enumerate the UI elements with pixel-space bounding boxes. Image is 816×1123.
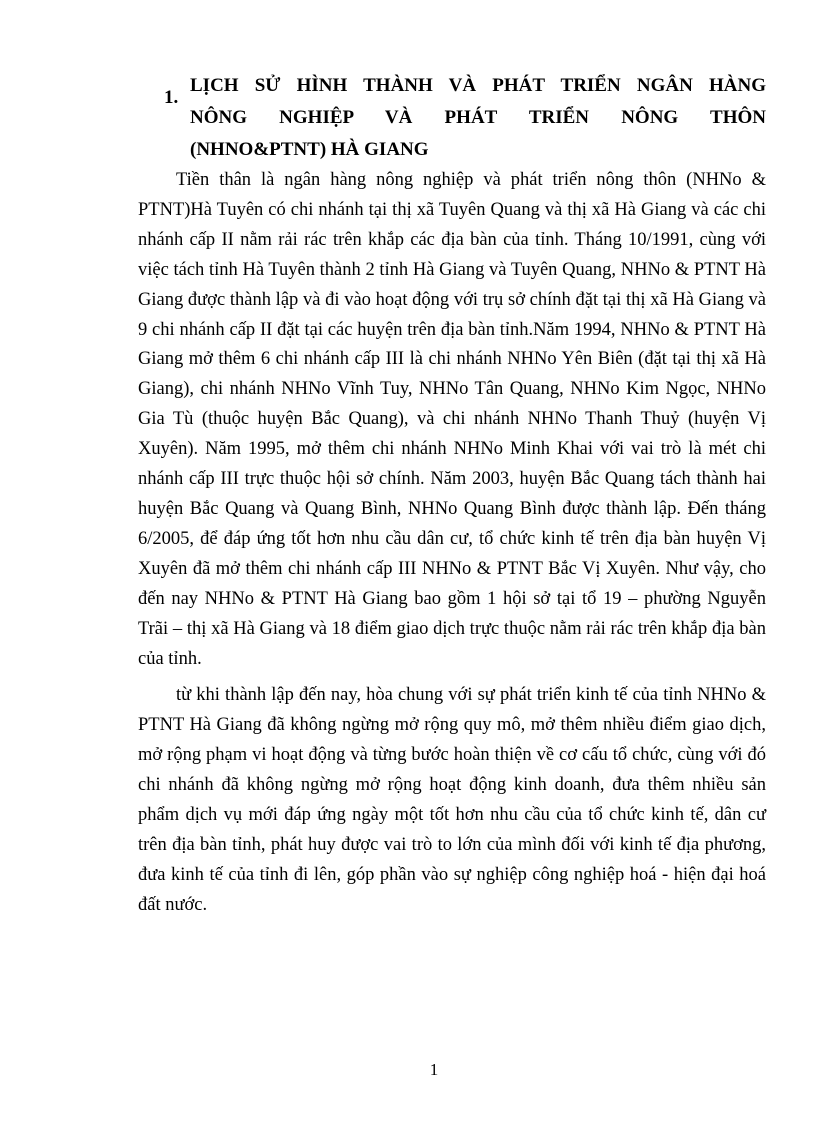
heading-number: 1. [164, 87, 179, 108]
document-page [138, 70, 766, 921]
heading-title [190, 70, 766, 166]
paragraph-development: từ khi thành lập đến nay, hòa chung với sự phát triển kinh tế của tỉnh NHNo & PTNT Hà Giang đã không ngừng mở rộng quy mô, mở thêm nhiều điểm giao dịch, mở rộng phạm vi hoạt động và từng bước hoàn thiện về cơ cấu tổ chức, cùng với đó chi nhánh đã không ngừng mở rộng hoạt động kinh doanh, đưa thêm nhiều sản phẩm dịch vụ mới đáp ứng ngày một tốt hơn nhu cầu của tổ chức kinh tế, dân cư trên địa bàn tỉnh, phát huy được vai trò to lớn của mình đối với kinh tế địa phương, đưa kinh tế của tỉnh đi lên, góp phần vào sự nghiệp công nghiệp hoá - hiện đại hoá đất nước. [138, 685, 766, 915]
section-heading [138, 70, 766, 166]
heading-line-1: LỊCH SỬ HÌNH THÀNH VÀ PHÁT TRIỂN NGÂN HÀNG [190, 75, 766, 96]
page-number: 1 [429, 1060, 439, 1079]
heading-line-3: (NHNO&PTNT) HÀ GIANG [190, 139, 429, 160]
paragraph-history: Tiền thân là ngân hàng nông nghiệp và phát triển nông thôn (NHNo & PTNT)Hà Tuyên có chi nhánh tại thị xã Tuyên Quang và thị xã Hà Giang và các chi nhánh cấp II nằm rải rác trên khắp các địa bàn của tỉnh. Tháng 10/1991, cùng với việc tách tỉnh Hà Tuyên thành 2 tỉnh Hà Giang và Tuyên Quang, NHNo & PTNT Hà Giang được thành lập và đi vào hoạt động với trụ sở chính đặt tại thị xã Hà Giang và 9 chi nhánh cấp II đặt tại các huyện trên địa bàn tỉnh.Năm 1994, NHNo & PTNT Hà Giang mở thêm 6 chi nhánh cấp III là chi nhánh NHNo Yên Biên (đặt tại thị xã Hà Giang), chi nhánh NHNo Vĩnh Tuy, NHNo Tân Quang, NHNo Kim Ngọc, NHNo Gia Tù (thuộc huyện Bắc Quang), và chi nhánh NHNo Thanh Thuỷ (huyện Vị Xuyên). Năm 1995, mở thêm chi nhánh NHNo Minh Khai với vai trò là mét chi nhánh cấp III trực thuộc hội sở chính. Năm 2003, huyện Bắc Quang tách thành hai huyện Bắc Quang và Quang Bình, NHNo Quang Bình được thành lập. Đến tháng 6/2005, để đáp ứng tốt hơn nhu cầu dân cư, tổ chức kinh tế trên địa bàn huyện Vị Xuyên đã mở thêm chi nhánh cấp III NHNo & PTNT Bắc Vị Xuyên. Như vậy, cho đến nay NHNo & PTNT Hà Giang bao gồm 1 hội sở tại tổ 19 – phường Nguyễn Trãi – thị xã Hà Giang và 18 điểm giao dịch trực thuộc nằm rải rác trên khắp địa bàn của tỉnh. [138, 170, 766, 669]
heading-line-2: NÔNG NGHIỆP VÀ PHÁT TRIỂN NÔNG THÔN [190, 107, 766, 128]
